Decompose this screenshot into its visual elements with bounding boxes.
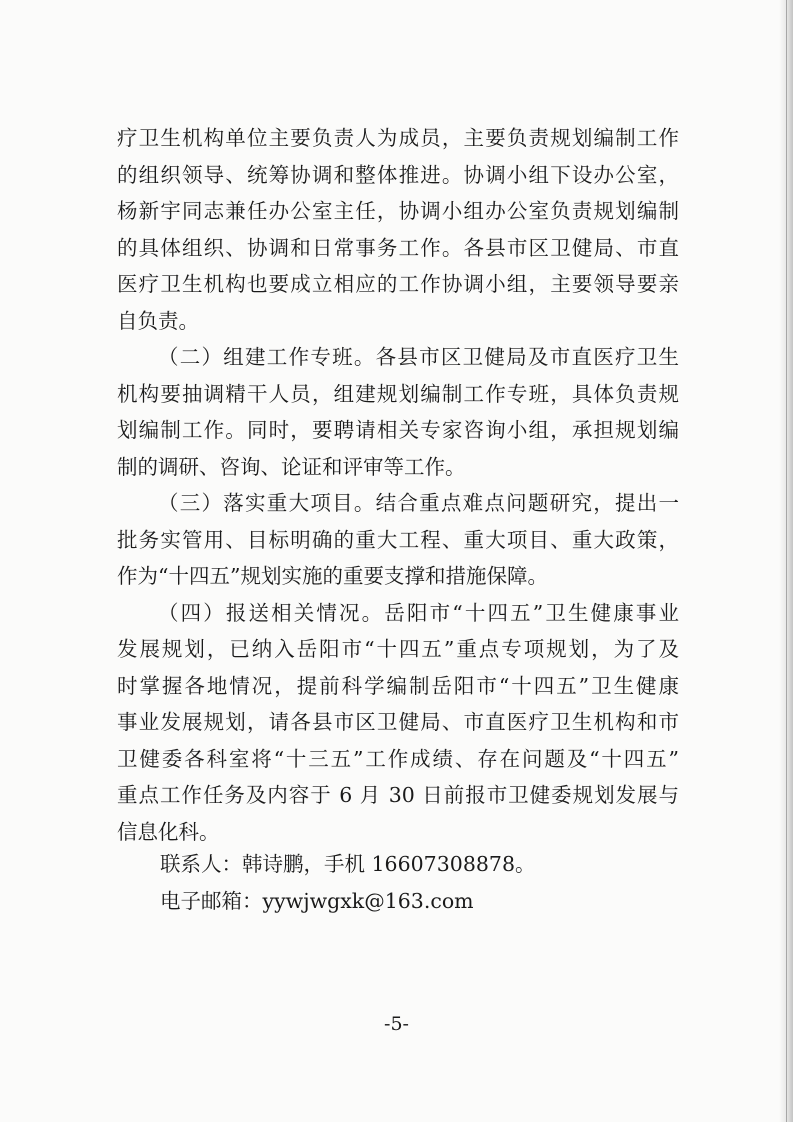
paragraph-line: 事业发展规划，请各县市区卫健局、市直医疗卫生机构和市 [117,710,679,734]
paragraph-line: 的组织领导、统筹协调和整体推进。协调小组下设办公室， [117,162,679,187]
paragraph-line: 作为“十四五”规划实施的重要支撑和措施保障。 [117,564,548,588]
paragraph-line: 时掌握各地情况，提前科学编制岳阳市“十四五”卫生健康 [117,673,679,698]
paragraph-line: 发展规划，已纳入岳阳市“十四五”重点专项规划，为了及 [117,637,679,661]
section-heading-line: （四）报送相关情况。岳阳市“十四五”卫生健康事业 [158,600,679,625]
paragraph-line: 医疗卫生机构也要成立相应的工作协调小组，主要领导要亲 [117,272,679,296]
paragraph-line: 批务实管用、目标明确的重大工程、重大项目、重大政策， [117,527,679,552]
section-heading-line: （三）落实重大项目。结合重点难点问题研究，提出一 [158,491,679,515]
paragraph-line: 自负责。 [117,308,199,333]
contact-email: 电子邮箱：yywjwgxk@163.com [160,889,474,913]
body-text [117,120,679,850]
contact-person: 联系人：韩诗鹏，手机 16607308878。 [160,852,536,876]
paragraph-line: 重点工作任务及内容于 6 月 30 日前报市卫健委规划发展与 [117,783,679,807]
section-heading-line: （二）组建工作专班。各县市区卫健局及市直医疗卫生 [158,345,679,369]
scan-edge-line [786,0,787,1122]
paragraph-line: 划编制工作。同时，要聘请相关专家咨询小组，承担规划编 [117,418,679,442]
paragraph-line: 制的调研、咨询、论证和评审等工作。 [117,454,466,479]
paragraph-line: 疗卫生机构单位主要负责人为成员，主要负责规划编制工作 [117,126,679,150]
paragraph-line: 机构要抽调精干人员，组建规划编制工作专班，具体负责规 [117,381,679,406]
paragraph-line: 信息化科。 [117,819,220,844]
paragraph-line: 杨新宇同志兼任办公室主任，协调小组办公室负责规划编制 [117,199,679,223]
paragraph-line: 卫健委各科室将“十三五”工作成绩、存在问题及“十四五” [117,746,679,771]
page-number: -5- [384,1013,409,1035]
paragraph-line: 的具体组织、协调和日常事务工作。各县市区卫健局、市直 [117,235,679,260]
